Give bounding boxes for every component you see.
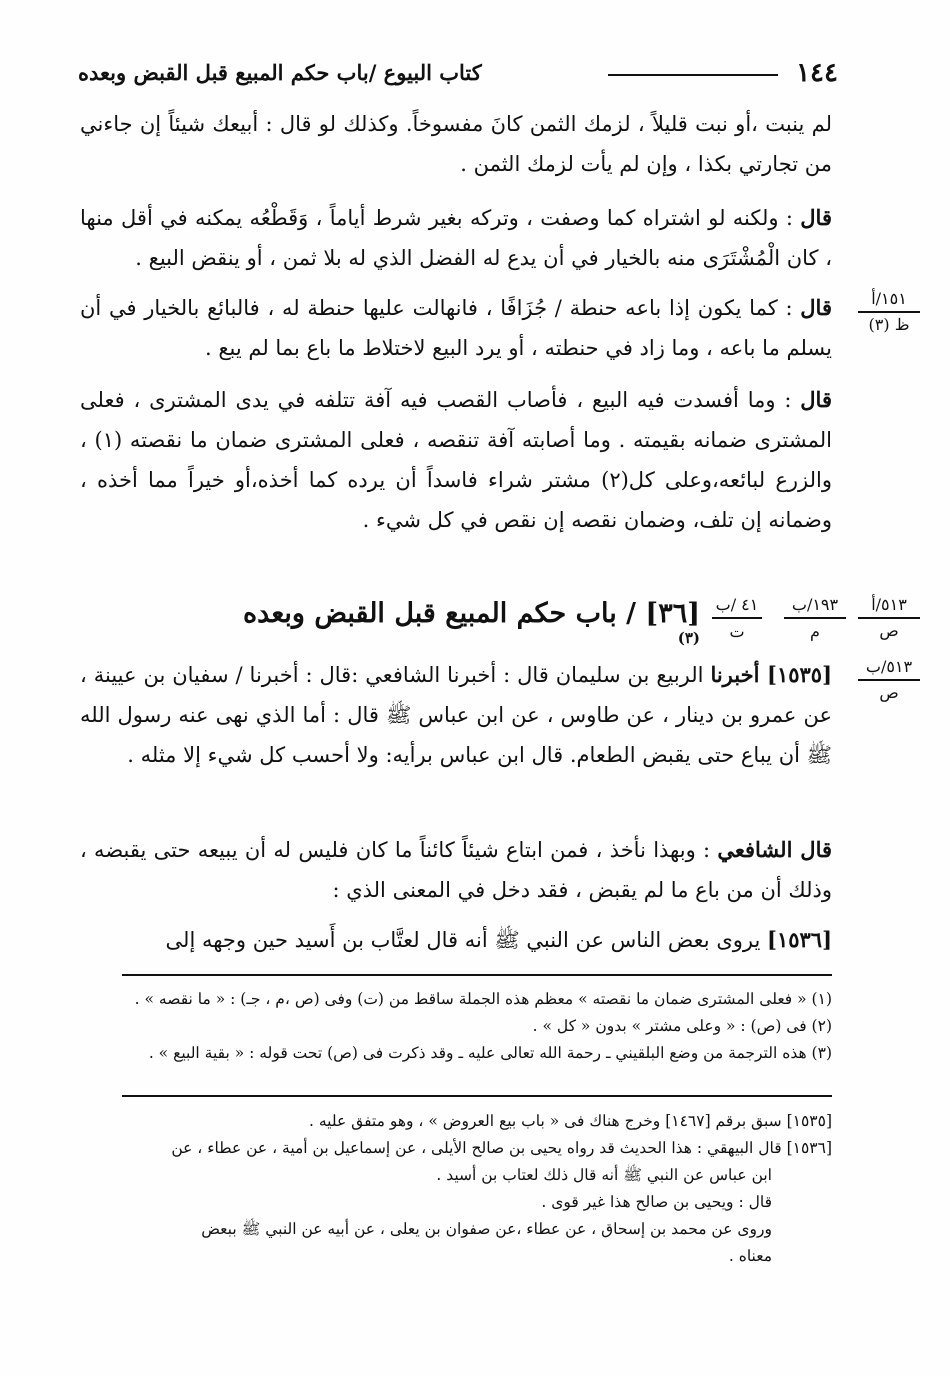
takhrij-line: قال : ويحيى بن صالح هذا غير قوى .	[541, 1193, 772, 1211]
margin-siglum: ت	[729, 622, 745, 641]
paragraph-text: الربيع بن سليمان قال : أخبرنا الشافعي :قال : أخبرنا / سفيان بن عيينة ، عن عمرو بن دينار ، عن طاوس ، عن ابن عباس ﷺ قال : أما الذي نهى عنه رسول الله ﷺ أن يباع حتى يقبض الطعام. قال ابن عباس برأيه: ولا أحسب كل شيء إلا مثله .	[80, 663, 832, 767]
hadith-number: [١٥٣٥] أخبرنا	[710, 662, 832, 687]
paragraph-lead: قال الشافعي	[717, 837, 833, 862]
takhrij-line: ابن عباس عن النبي ﷺ أنه قال ذلك لعتاب بن أسيد .	[436, 1166, 772, 1184]
paragraph-text: : وما أفسدت فيه البيع ، فأصاب القصب فيه آفة تتلفه في يدى المشترى ، فعلى المشترى ضمانه بقيمته . وما أصابته آفة تنقصه ، فعلى المشترى ضمان ما نقصته (١) ، والزرع لبائعه،وعلى كل(٢) مشتر شراء فاسداً أن يرده كما أخذه،أو خيراً مما أخذه ، وضمانه إن تلف، وضمان نقصه إن نقص في كل شيء .	[80, 388, 832, 532]
paragraph-shafii	[80, 830, 832, 910]
chapter-title: [٣٦] / باب حكم المبيع قبل القبض وبعده	[243, 598, 700, 629]
margin-note-manuscript-1	[858, 288, 920, 336]
margin-siglum: ص	[879, 621, 899, 640]
footnotes	[100, 986, 832, 1067]
margin-folio: ٤١ /ب	[712, 594, 762, 619]
page-number: ١٤٤	[796, 58, 838, 88]
footnote-rule	[122, 974, 832, 976]
paragraph-qala-1	[80, 198, 832, 278]
margin-siglum: ظ (٣)	[868, 315, 910, 334]
takhrij-line: معناه .	[728, 1247, 772, 1265]
margin-folio: ٥١٣/أ	[858, 594, 920, 619]
margin-siglum: م	[810, 622, 820, 641]
paragraph-lead: قال	[800, 387, 832, 412]
margin-note-manuscript-3	[858, 656, 920, 704]
hadith-1536	[80, 920, 832, 960]
paragraph-qala-2	[80, 288, 832, 368]
running-header	[78, 52, 838, 96]
margin-note-manuscript-m	[784, 594, 846, 643]
footnote-2: (٢) فى (ص) : « وعلى مشتر » بدون « كل » .	[532, 1017, 832, 1035]
chapter-note-mark: (٣)	[677, 629, 700, 647]
margin-note-manuscript-2	[858, 594, 920, 642]
margin-siglum: ص	[879, 683, 899, 702]
takhrij-notes	[100, 1108, 832, 1270]
paragraph-lead: قال	[800, 205, 832, 230]
margin-note-manuscript-t	[712, 594, 762, 643]
footnote-1: (١) « فعلى المشترى ضمان ما نقصته » معظم هذه الجملة ساقط من (ت) وفى (ص ،م ، جـ) : « ما نقصه » .	[134, 990, 832, 1008]
margin-folio: ١٥١/أ	[858, 288, 920, 313]
takhrij-line: وروى عن محمد بن إسحاق ، عن عطاء ،عن صفوان بن يعلى ، عن أبيه عن النبي ﷺ ببعض	[201, 1220, 772, 1238]
margin-folio: ٥١٣/ب	[858, 656, 920, 681]
header-rule	[608, 74, 778, 76]
paragraph-text: لم ينبت ،أو نبت قليلاً ، لزمك الثمن كانَ مفسوخاً. وكذلك لو قال : أبيعك شيئاً إن جاءني من تجارتي بكذا ، وإن لم يأت لزمك الثمن .	[80, 112, 832, 176]
takhrij-rule	[122, 1095, 832, 1097]
footnote-3: (٣) هذه الترجمة من وضع البلقيني ـ رحمة الله تعالى عليه ـ وقد ذكرت فى (ص) تحت قوله : « بقية البيع » .	[148, 1044, 832, 1062]
paragraph-text: يروى بعض الناس عن النبي ﷺ أنه قال لعتَّاب بن أَسيد حين وجهه إلى	[165, 928, 767, 952]
paragraph-text: : وبهذا نأخذ ، فمن ابتاع شيئاً كائناً ما كان فليس له أن يبيعه حتى يقبضه ، وذلك أن من باع ما لم يقبض ، فقد دخل في المعنى الذي :	[80, 838, 832, 902]
takhrij-1535: [١٥٣٥] سبق برقم [١٤٦٧] وخرج هناك فى « باب بيع العروض » ، وهو متفق عليه .	[309, 1112, 832, 1130]
running-title: كتاب البيوع /باب حكم المبيع قبل القبض وبعده	[78, 60, 482, 85]
takhrij-1536: [١٥٣٦] قال البيهقي : هذا الحديث قد رواه يحيى بن صالح الأيلى ، عن إسماعيل بن أمية ، عن عطاء ، عن	[171, 1139, 832, 1157]
paragraph-text: : كما يكون إذا باعه حنطة / جُزَافًا ، فانهالت عليها حنطة له ، فالبائع بالخيار في أن يسلم ما باعه ، وما زاد في حنطته ، أو يرد البيع لاختلاط ما باع بما لم يبع .	[80, 296, 832, 360]
hadith-number: [١٥٣٦]	[767, 927, 832, 952]
paragraph-qala-3	[80, 380, 832, 540]
hadith-1535	[80, 655, 832, 775]
margin-folio: ١٩٣/ب	[784, 594, 846, 619]
paragraph-lead: قال	[800, 295, 832, 320]
paragraph-continuation	[80, 104, 832, 184]
chapter-heading	[230, 598, 700, 660]
paragraph-text: : ولكنه لو اشتراه كما وصفت ، وتركه بغير شرط أياماً ، وَقَطْعُه يمكنه في أقل منها ، كان الْمُشْتَرَى منه بالخيار في أن يدع له الفضل الذي له بلا ثمن ، أو ينقض البيع .	[80, 206, 832, 270]
